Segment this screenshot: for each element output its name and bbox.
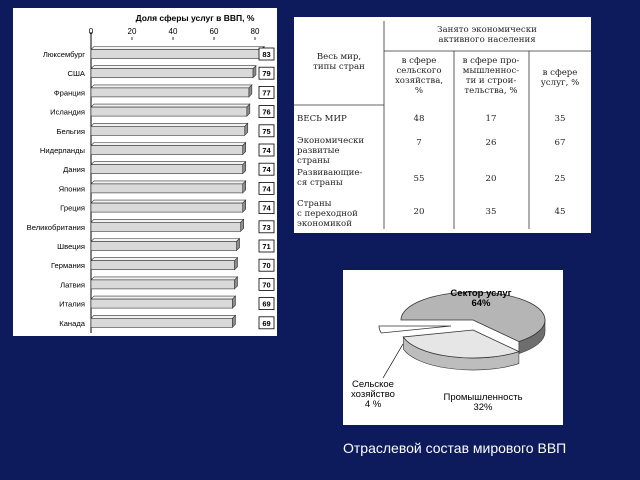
bar-top-face <box>91 123 248 126</box>
bar-top-face <box>91 104 250 107</box>
col-header-industry: в сфере про-мышленнос-ти и строи-тельства, % <box>462 56 520 96</box>
table-row <box>297 199 565 229</box>
value-label: 79 <box>262 69 271 79</box>
table-row <box>297 168 565 188</box>
value-label: 70 <box>262 261 271 271</box>
category-label: Бельгия <box>56 126 85 136</box>
x-tick-label: 80 <box>250 27 260 36</box>
bar-row <box>63 162 274 176</box>
bar <box>91 88 249 97</box>
pie-label-agriculture: Сельское хозяйство 4 % <box>351 379 395 410</box>
x-tick-label: 40 <box>168 27 178 36</box>
bar <box>91 299 232 308</box>
table-super-header: Занято экономически активного населения <box>437 25 537 45</box>
pie-label-industry: Промышленность 32% <box>443 392 523 413</box>
category-label: Франция <box>53 88 85 98</box>
value-label: 74 <box>262 184 271 194</box>
category-label: Греция <box>60 203 85 213</box>
table-cell: 26 <box>485 138 497 148</box>
bar <box>91 50 261 59</box>
table-cell: 67 <box>554 138 566 148</box>
table-cell: 45 <box>554 207 566 217</box>
category-label: США <box>67 69 85 79</box>
bar <box>91 242 237 251</box>
bar-top-face <box>91 315 235 318</box>
bar-top-face <box>91 143 246 146</box>
services-share-bar-chart <box>13 8 277 336</box>
employment-structure-table <box>294 17 591 233</box>
category-label: Дания <box>63 165 85 175</box>
bar-top-face <box>91 181 246 184</box>
value-label: 83 <box>262 50 271 59</box>
category-label: Латвия <box>60 280 85 290</box>
bar-row <box>67 66 274 80</box>
value-label: 77 <box>262 88 271 98</box>
value-label: 75 <box>262 126 271 136</box>
table-cell: 20 <box>485 174 497 184</box>
value-label: 71 <box>262 242 271 251</box>
bar-row <box>51 258 274 272</box>
pie-leader-line <box>383 344 403 378</box>
bar <box>91 107 247 116</box>
category-label: Германия <box>50 261 85 271</box>
table-cell: 25 <box>554 174 566 184</box>
bar-row <box>43 47 274 61</box>
bar-row <box>50 104 274 118</box>
row-label: Страны с переходной экономикой <box>297 199 358 229</box>
value-label: 73 <box>262 222 271 232</box>
bar-top-face <box>91 200 246 203</box>
bar <box>91 318 232 327</box>
category-label: Великобритания <box>26 222 85 232</box>
value-label: 69 <box>262 318 271 328</box>
slide-caption: Отраслевой состав мирового ВВП <box>343 440 567 456</box>
gdp-structure-pie-chart <box>343 270 563 425</box>
category-label: Италия <box>59 299 85 309</box>
bar-row <box>60 277 274 291</box>
bar-top-face <box>91 85 252 88</box>
table-canvas <box>294 17 591 233</box>
bar-top-face <box>91 47 264 50</box>
row-label: Развивающие-ся страны <box>297 168 363 188</box>
bar <box>91 146 243 155</box>
table-cell: 7 <box>416 138 422 148</box>
row-label: Экономически развитые страны <box>297 136 365 166</box>
col-header-services: в сфере услуг, % <box>540 68 580 88</box>
value-label: 74 <box>262 146 271 155</box>
table-cell: 48 <box>413 114 425 124</box>
x-tick-label: 60 <box>209 27 219 36</box>
bar-row <box>60 200 274 214</box>
bar-row <box>27 219 274 233</box>
table-cell: 20 <box>413 207 425 217</box>
bar <box>91 126 245 135</box>
bar-row <box>54 85 274 99</box>
bar-top-face <box>91 296 235 299</box>
category-label: Люксембург <box>42 50 85 59</box>
category-label: Япония <box>58 184 85 194</box>
col-header-agriculture: в сфере сельского хозяйства, % <box>394 56 444 96</box>
bar-row <box>40 143 274 157</box>
bar-top-face <box>91 219 244 222</box>
category-label: Швеция <box>57 242 85 251</box>
table-group-header: Весь мир, типы стран <box>313 52 365 72</box>
table-cell: 17 <box>485 114 497 124</box>
table-cell: 55 <box>413 174 425 184</box>
bar-top-face <box>91 239 240 242</box>
bar-top-face <box>91 258 238 261</box>
row-label: ВЕСЬ МИР <box>297 114 347 124</box>
table-cell: 35 <box>554 114 566 124</box>
bar-top-face <box>91 277 238 280</box>
table-row <box>297 114 565 124</box>
category-label: Нидерланды <box>39 146 85 155</box>
category-label: Канада <box>59 318 85 328</box>
bar <box>91 280 235 289</box>
table-row <box>297 136 565 166</box>
bar <box>91 261 235 270</box>
table-cell: 35 <box>485 207 497 217</box>
bar-top-face <box>91 66 256 69</box>
category-label: Исландия <box>50 107 85 117</box>
bar-top-face <box>91 162 246 165</box>
bar-row <box>57 239 274 253</box>
pie-label-services: Сектор услуг 64% <box>450 288 512 309</box>
bar-chart-canvas <box>13 8 277 336</box>
bar <box>91 203 243 212</box>
value-label: 76 <box>262 107 271 117</box>
pie-slice-agriculture <box>379 326 451 333</box>
x-tick-label: 20 <box>127 27 137 36</box>
value-label: 74 <box>262 165 271 175</box>
pie-chart-canvas <box>343 270 563 425</box>
bar <box>91 165 243 174</box>
x-tick-label: 0 <box>88 27 94 36</box>
value-label: 69 <box>262 299 271 309</box>
bar <box>91 222 241 231</box>
bar-chart-title: Доля сферы услуг в ВВП, % <box>135 13 255 23</box>
value-label: 74 <box>262 203 271 213</box>
bar-row <box>57 123 274 137</box>
bar <box>91 69 253 78</box>
value-label: 70 <box>262 280 271 290</box>
bar <box>91 184 243 193</box>
